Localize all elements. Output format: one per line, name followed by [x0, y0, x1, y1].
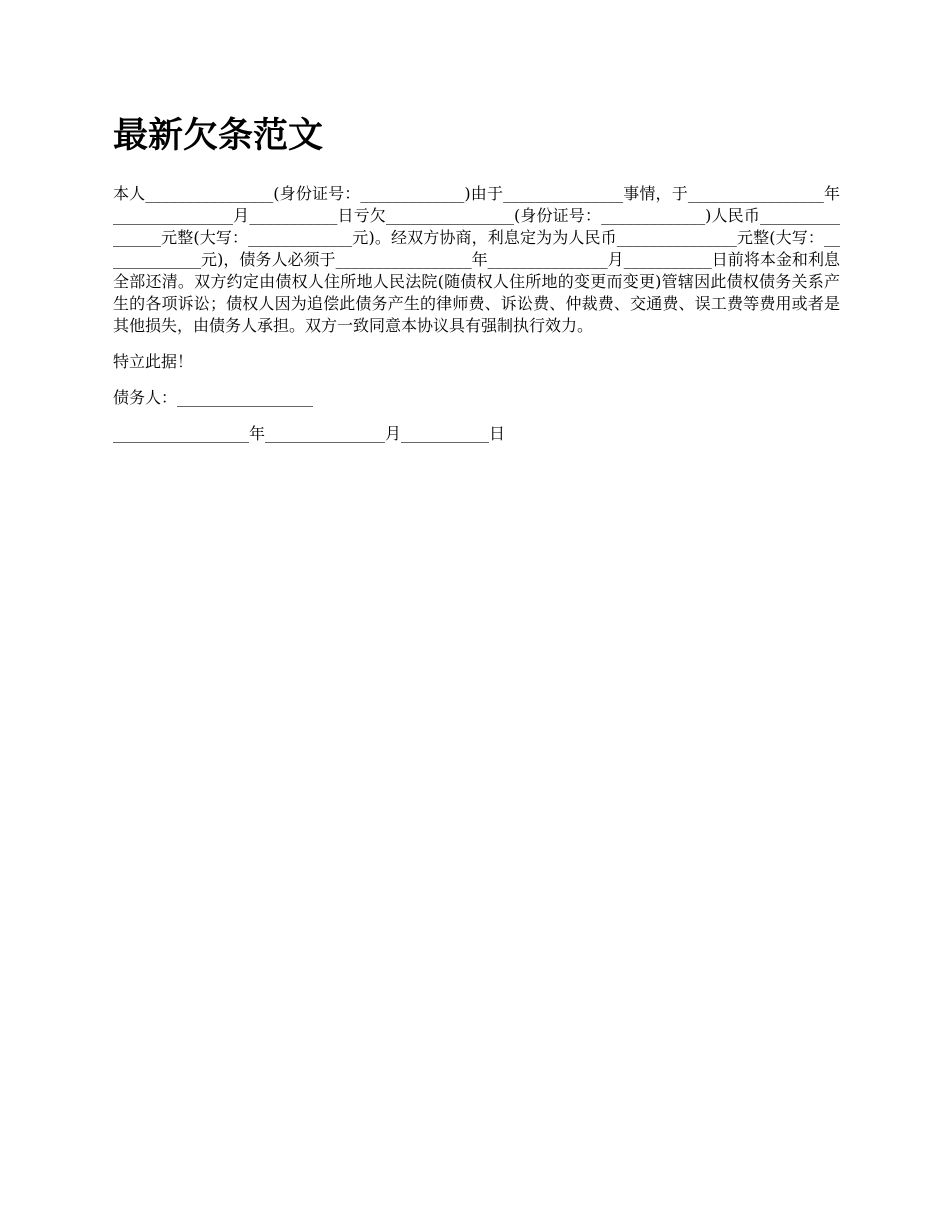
debtor-signature-line: 债务人：_________________ — [113, 388, 314, 407]
loan-terms-paragraph: 本人________________(身份证号：_____________)由于_______________事情，于_________________年_______________月___________日亏欠________________(身份证号：_____________)人民币________________元整(大写：_____________元)。经双方协商，利息定为为人民币_______________元整(大写：_____________元)，债务人必须于_________________年_______________月___________日前将本金和利息全部还清。双方约定由债权人住所地人民法院(随债权人住所地的变更而变更)管辖因此债权债务关系产生的各项诉讼；债权人因为追偿此债务产生的律师费、诉讼费、仲裁费、交通费、误工费等费用或者是其他损失，由债务人承担。双方一致同意本协议具有强制执行效力。 — [113, 184, 840, 335]
closing-statement: 特立此据！ — [113, 352, 194, 371]
document-page — [113, 112, 840, 445]
document-title: 最新欠条范文 — [113, 115, 324, 156]
date-line: _________________年_______________月___________日 — [113, 424, 506, 443]
